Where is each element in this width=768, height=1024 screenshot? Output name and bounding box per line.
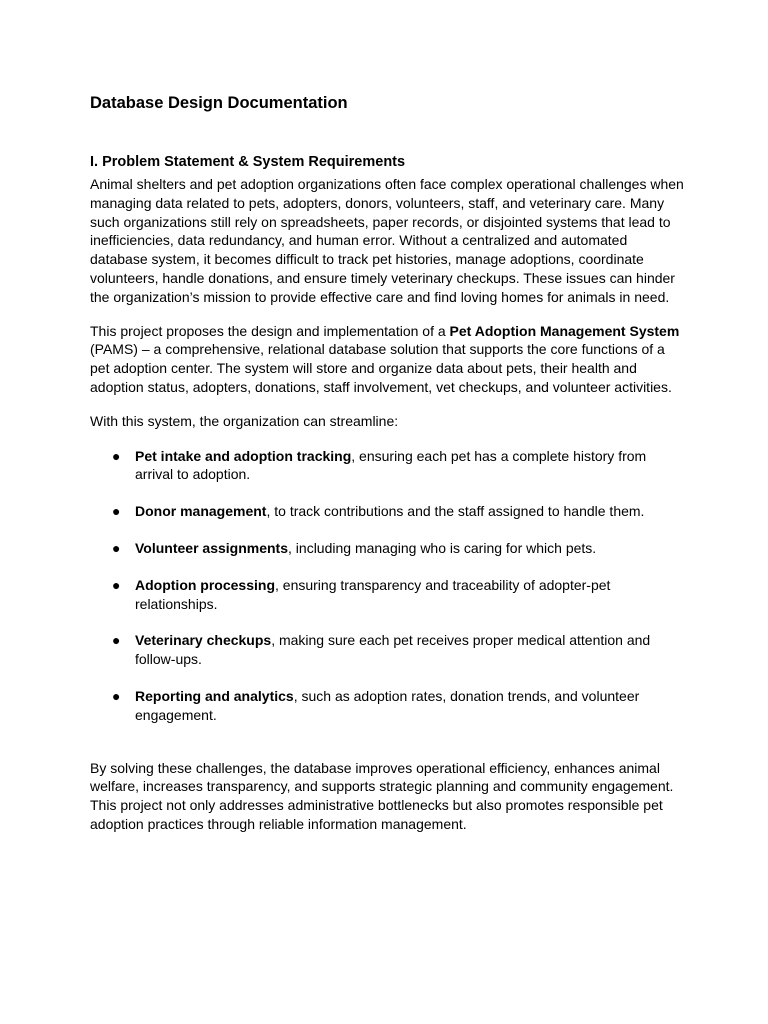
list-item: [90, 447, 688, 485]
list-item-bold: Veterinary checkups: [135, 632, 272, 649]
section-heading-problem-statement: I. Problem Statement & System Requirements: [90, 154, 406, 170]
bullet-icon: ●: [112, 687, 121, 704]
bullet-icon: ●: [112, 632, 121, 649]
bullet-icon: ●: [112, 503, 121, 520]
bullet-icon: ●: [112, 576, 121, 593]
list-item-bold: Donor management: [135, 503, 267, 520]
list-item: [90, 631, 688, 669]
list-item: [90, 576, 688, 614]
list-item-bold: Adoption processing: [135, 576, 275, 593]
list-item-text: , to track contributions and the staff assigned to handle them.: [266, 503, 645, 520]
list-item-text: , such as adoption rates, donation trends, and volunteer engagement.: [135, 687, 640, 723]
list-item-text: , including managing who is caring for which pets.: [288, 539, 597, 556]
system-name-bold: Pet Adoption Management System: [449, 322, 680, 339]
proposal-paragraph: [90, 322, 688, 397]
list-item: [90, 687, 688, 725]
bullet-icon: ●: [112, 539, 121, 556]
benefits-list: [90, 447, 688, 725]
document-title: Database Design Documentation: [90, 94, 348, 112]
list-item-bold: Pet intake and adoption tracking: [135, 447, 352, 464]
list-item-bold: Reporting and analytics: [135, 687, 294, 704]
bullet-icon: ●: [112, 447, 121, 464]
proposal-text-prefix: This project proposes the design and implementation of a: [90, 322, 450, 339]
list-item: [90, 502, 688, 521]
list-item-bold: Volunteer assignments: [135, 539, 289, 556]
list-item: [90, 539, 688, 558]
streamline-intro: With this system, the organization can streamline:: [90, 412, 399, 429]
problem-paragraph: Animal shelters and pet adoption organizations often face complex operational challenges when managing data related to pets, adopters, donors, volunteers, staff, and veterinary care. Many such organizations still rely on spreadsheets, paper records, or disjointed systems that lead to inefficiencies, data redundancy, and human error. Without a centralized and automated database system, it becomes difficult to track pet histories, manage adoptions, coordinate volunteers, handle donations, and ensure timely veterinary checkups. These issues can hinder the organization’s mission to provide effective care and find loving homes for animals in need.: [90, 176, 684, 305]
closing-paragraph: By solving these challenges, the database improves operational efficiency, enhances animal welfare, increases transparency, and supports strategic planning and community engagement. This project not only addresses administrative bottlenecks but also promotes responsible pet adoption practices through reliable information management.: [90, 759, 674, 832]
list-item-text: , ensuring transparency and traceability of adopter-pet relationships.: [135, 576, 611, 612]
list-item-text: , ensuring each pet has a complete history from arrival to adoption.: [135, 447, 647, 483]
list-item-text: , making sure each pet receives proper medical attention and follow-ups.: [135, 632, 651, 668]
proposal-text-suffix: (PAMS) – a comprehensive, relational database solution that supports the core functions of a pet adoption center. The system will store and organize data about pets, their health and adoption status, adopters, donations, staff involvement, vet checkups, and volunteer activities.: [90, 341, 672, 395]
